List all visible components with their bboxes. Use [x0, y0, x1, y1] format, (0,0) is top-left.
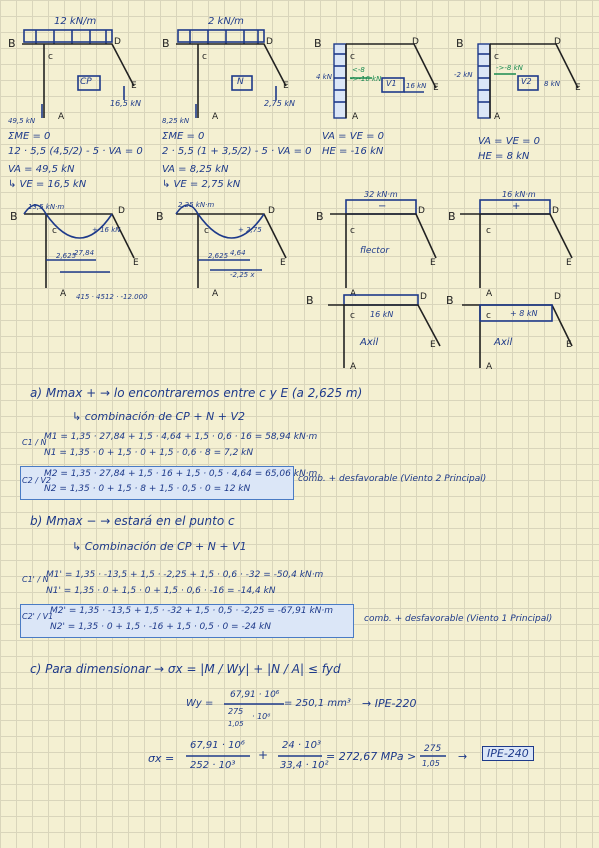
node-c: c: [202, 52, 207, 62]
node-b: B: [8, 37, 16, 50]
node-d: D: [114, 37, 121, 47]
load-label-n: 2 kN/m: [208, 16, 244, 27]
case-tag-v2: V2: [521, 77, 532, 86]
load-mid: ->-8 kN: [496, 64, 523, 72]
case-tag-n: N: [237, 77, 244, 87]
reaction-h: 16,5 kN: [110, 99, 141, 108]
node-b: B: [314, 37, 322, 50]
node-e: E: [283, 81, 289, 91]
case-tag-v1: V1: [386, 79, 397, 88]
node-c: c: [48, 52, 53, 62]
load-mid1: <-8: [352, 66, 365, 74]
reaction-h: 2,75 kN: [264, 99, 295, 108]
reaction-v: 49,5 kN: [8, 117, 36, 125]
node-a: A: [352, 112, 359, 122]
node-b: B: [162, 37, 170, 50]
node-d: D: [554, 37, 561, 47]
node-e: E: [433, 83, 439, 93]
load-right: 8 kN: [544, 80, 560, 88]
answer-box: IPE-240: [482, 746, 534, 761]
case-tag-cp: CP: [80, 77, 92, 87]
node-c: c: [350, 52, 355, 62]
node-b: B: [456, 37, 464, 50]
node-a: A: [494, 112, 501, 122]
load-right: 16 kN: [406, 82, 427, 90]
node-a: A: [212, 112, 219, 122]
node-d: D: [412, 37, 419, 47]
load-label-cp: 12 kN/m: [54, 16, 97, 27]
node-a: A: [58, 112, 65, 122]
reaction-v: 8,25 kN: [162, 117, 190, 125]
node-e: E: [131, 81, 137, 91]
node-e: E: [575, 83, 581, 93]
load-mid2: ->-16 kN: [350, 75, 382, 83]
node-c: c: [494, 52, 499, 62]
load-left: 4 kN: [316, 73, 332, 81]
load-left: -2 kN: [454, 71, 473, 79]
node-d: D: [266, 37, 273, 47]
